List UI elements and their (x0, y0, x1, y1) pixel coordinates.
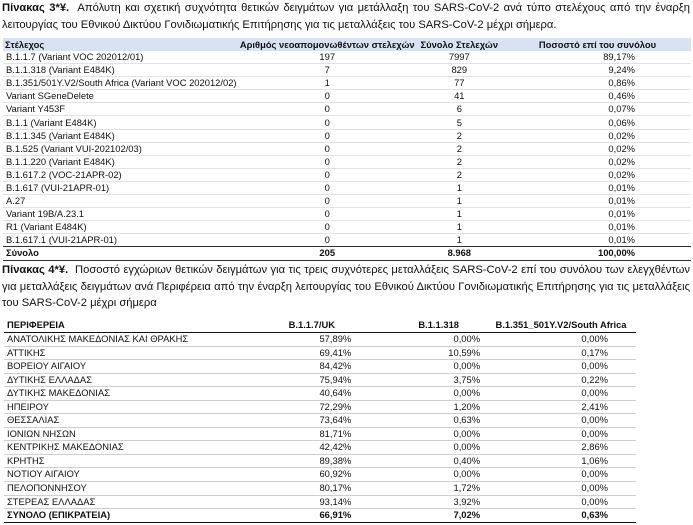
total-strains-cell: 5 (415, 116, 504, 129)
b1351-cell: 0,00% (486, 427, 636, 441)
b1351-cell: 0,00% (486, 387, 636, 401)
percentage-cell: 0,02% (504, 168, 691, 181)
b11318-cell: 0,63% (357, 414, 486, 428)
table4-caption (2, 262, 690, 312)
b117-cell: 80,17% (236, 482, 357, 496)
percentage-cell: 89,17% (603, 51, 635, 63)
b1351-cell: 0,17% (486, 346, 636, 360)
table4-header-row (4, 318, 636, 333)
table-row (4, 400, 636, 414)
total-strains-cell: 2 (415, 168, 504, 181)
region-cell: ΣΤΕΡΕΑΣ ΕΛΛΑΔΑΣ (4, 495, 236, 509)
new-isolates-cell: 0 (240, 90, 415, 103)
table3-header-new-isolates: Αριθμός νεοαπομονωθέντων στελεχών (239, 38, 415, 50)
region-cell: ΠΕΛΟΠΟΝΝΗΣΟΥ (4, 482, 236, 496)
total-strains-cell: 41 (415, 90, 504, 103)
b11318-cell: 3,75% (357, 373, 486, 387)
b1351-cell: 0,22% (486, 373, 636, 387)
region-cell: ΔΥΤΙΚΗΣ ΜΑΚΕΔΟΝΙΑΣ (4, 387, 236, 401)
table-row (3, 64, 691, 77)
strain-cell: R1 (Variant E484K) (3, 221, 240, 234)
strain-cell: Variant Y453F (3, 103, 240, 116)
strain-cell: B.1.1.345 (Variant E484K) (3, 129, 240, 142)
table4-body (4, 333, 636, 509)
table-row (3, 51, 691, 64)
b117-cell: 84,42% (236, 360, 357, 374)
total-strains-cell: 1 (415, 181, 504, 194)
b1351-cell: 1,06% (486, 454, 636, 468)
percentage-cell: 0,01% (504, 208, 691, 221)
percentage-cell: 0,01% (504, 234, 691, 247)
table-row (4, 360, 636, 374)
table-row (4, 373, 636, 387)
table4-total-row (4, 509, 636, 523)
percentage-cell: 0,06% (504, 116, 691, 129)
region-cell: ΘΕΣΣΑΛΙΑΣ (4, 414, 236, 428)
table-row (4, 346, 636, 360)
table-row (4, 333, 636, 347)
table-row (3, 195, 691, 208)
table4-header-region: ΠΕΡΙΦΕΡΕΙΑ (4, 318, 236, 333)
b117-cell: 72,29% (236, 400, 357, 414)
b11318-cell: 0,00% (357, 333, 486, 347)
table-row (3, 221, 691, 234)
percentage-cell: 0,46% (504, 90, 691, 103)
table3-caption-text: Απόλυτη και σχετική συχνότητα θετικών δειγμάτων για μετάλλαξη του SARS-CoV-2 ανά τύπο στελέχους από την έναρξη λειτουργίας του Εθνικού Δικτύου Γονιδιωματικής Επιτήρησης για τις μεταλλάξεις του SARS-CoV-2 μέχρι σήμερα. (2, 2, 690, 31)
table-row (3, 181, 691, 194)
b11318-cell: 1,72% (357, 482, 486, 496)
b11318-cell: 0,00% (357, 360, 486, 374)
b1351-cell: 0,00% (486, 414, 636, 428)
percentage-cell: 0,02% (504, 155, 691, 168)
b117-cell: 73,64% (236, 414, 357, 428)
percentage-cell: 9,24% (504, 64, 691, 77)
table-row (3, 155, 691, 168)
region-cell: ΚΕΝΤΡΙΚΗΣ ΜΑΚΕΔΟΝΙΑΣ (4, 441, 236, 455)
b11318-cell: 0,00% (357, 441, 486, 455)
b1351-cell: 0,00% (486, 468, 636, 482)
region-cell: ΑΤΤΙΚΗΣ (4, 346, 236, 360)
table4-caption-label: Πίνακας 4*¥. (2, 264, 69, 276)
region-variant-table (4, 318, 636, 523)
b1351-cell: 0,00% (486, 482, 636, 496)
b11318-cell: 0,40% (357, 454, 486, 468)
table3-body (3, 51, 691, 247)
new-isolates-cell: 0 (240, 129, 415, 142)
b117-cell: 81,71% (236, 427, 357, 441)
b11318-cell: 10,59% (357, 346, 486, 360)
table-row (4, 427, 636, 441)
total-strains-cell: 6 (415, 103, 504, 116)
table3-caption (2, 0, 690, 33)
region-cell: ΗΠΕΙΡΟΥ (4, 400, 236, 414)
b117-cell: 57,89% (236, 333, 357, 347)
b1351-cell: 2,41% (486, 400, 636, 414)
percentage-cell: 0,01% (504, 221, 691, 234)
b117-cell: 89,38% (236, 454, 357, 468)
table4-total-b117: 66,91% (236, 509, 357, 523)
total-strains-cell: 2 (415, 129, 504, 142)
region-cell: ΑΝΑΤΟΛΙΚΗΣ ΜΑΚΕΔΟΝΙΑΣ ΚΑΙ ΘΡΑΚΗΣ (4, 333, 236, 347)
b11318-cell: 0,00% (357, 427, 486, 441)
percentage-cell: 0,86% (504, 77, 691, 90)
total-strains-cell: 1 (415, 208, 504, 221)
region-cell: ΔΥΤΙΚΗΣ ΕΛΛΑΔΑΣ (4, 373, 236, 387)
percentage-cell: 0,02% (504, 129, 691, 142)
strain-cell: B.1.617.2 (VOC-21APR-02) (3, 168, 240, 181)
new-isolates-cell: 1 (240, 77, 415, 90)
strain-cell: B.1.1.220 (Variant E484K) (3, 155, 240, 168)
strain-cell: Variant 19B/A.23.1 (3, 208, 240, 221)
b11318-cell: 0,00% (357, 468, 486, 482)
new-isolates-cell: 0 (240, 208, 415, 221)
table-row (3, 129, 691, 142)
strain-cell: B.1.617.1 (VUI-21APR-01) (3, 234, 240, 247)
table4-header-b117: B.1.1.7/UK (236, 318, 357, 333)
b117-cell: 69,41% (236, 346, 357, 360)
table4-header-b1351: B.1.351_501Y.V2/South Africa (486, 318, 636, 333)
total-strains-cell: 2 (415, 142, 504, 155)
table-row (3, 77, 691, 90)
table-row (4, 482, 636, 496)
percentage-cell: 0,01% (504, 195, 691, 208)
region-cell: ΙΟΝΙΩΝ ΝΗΣΩΝ (4, 427, 236, 441)
total-strains-cell: 1 (415, 234, 504, 247)
strain-cell: B.1.351/501Y.V2/South Africa (Variant VOC 202012/02) (3, 77, 240, 90)
table3-header-strain: Στέλεχος (5, 38, 45, 50)
table-row (3, 142, 691, 155)
region-cell: ΚΡΗΤΗΣ (4, 454, 236, 468)
table3-header-percentage: Ποσοστό επί του συνόλου (538, 38, 657, 50)
region-cell: ΒΟΡΕΙΟΥ ΑΙΓΑΙΟΥ (4, 360, 236, 374)
total-strains-cell: 77 (415, 77, 504, 90)
b117-cell: 93,14% (236, 495, 357, 509)
region-cell: ΝΟΤΙΟΥ ΑΙΓΑΙΟΥ (4, 468, 236, 482)
new-isolates-cell: 7 (240, 64, 415, 77)
new-isolates-cell: 0 (240, 221, 415, 234)
strain-cell: B.1.1 (Variant E484K) (3, 116, 240, 129)
percentage-cell: 0,02% (504, 142, 691, 155)
table-row (4, 441, 636, 455)
b117-cell: 75,94% (236, 373, 357, 387)
b117-cell: 40,64% (236, 387, 357, 401)
b11318-cell: 1,20% (357, 400, 486, 414)
b1351-cell: 0,00% (486, 495, 636, 509)
strain-cell: Variant SGeneDelete (3, 90, 240, 103)
new-isolates-cell: 0 (240, 181, 415, 194)
table3-header-row (3, 38, 691, 51)
table3-caption-label: Πίνακας 3*¥. (2, 2, 70, 14)
table4-header-b11318: B.1.1.318 (357, 318, 486, 333)
b1351-cell: 0,00% (486, 360, 636, 374)
table4-total-b11318: 7,02% (357, 509, 486, 523)
total-strains-cell: 2 (415, 155, 504, 168)
table-row (3, 234, 691, 247)
table-row (4, 468, 636, 482)
strain-cell: B.1.1.7 (Variant VOC 202012/01) (6, 51, 144, 63)
table3-total-strains: 8.968 (415, 247, 504, 260)
total-strains-cell: 1 (415, 195, 504, 208)
strain-cell: B.1.1.318 (Variant E484K) (3, 64, 240, 77)
total-strains-cell: 7997 (448, 51, 470, 63)
new-isolates-cell: 0 (240, 234, 415, 247)
new-isolates-cell: 0 (240, 155, 415, 168)
table-row (3, 90, 691, 103)
table-row (4, 414, 636, 428)
new-isolates-cell: 197 (319, 51, 336, 63)
total-strains-cell: 1 (415, 221, 504, 234)
percentage-cell: 0,01% (504, 181, 691, 194)
table-row (3, 208, 691, 221)
table4-caption-text: Ποσοστό εγχώριων θετικών δειγμάτων για τις τρεις συχνότερες μεταλλάξεις SARS-CoV-2 επί του συνόλου των ελεγχθέντων για μεταλλάξεις δειγμάτων ανά Περιφέρεια από την έναρξη λειτουργίας του Εθνικού Δικτύου Γονιδιωματικής Επιτήρησης για τις μεταλλάξεις του SARS-CoV-2 μέχρι σήμερα (2, 264, 690, 309)
table-row (3, 168, 691, 181)
b1351-cell: 2,86% (486, 441, 636, 455)
table4-total-label: ΣΥΝΟΛΟ (ΕΠΙΚΡΑΤΕΙΑ) (4, 509, 236, 523)
table3-total-new-isolates: 205 (240, 247, 415, 260)
percentage-cell: 0,07% (504, 103, 691, 116)
table3-header-total-strains: Σύνολο Στελεχών (420, 38, 499, 50)
table3-total-label: Σύνολο (3, 247, 240, 260)
new-isolates-cell: 0 (240, 195, 415, 208)
b117-cell: 60,92% (236, 468, 357, 482)
new-isolates-cell: 0 (240, 168, 415, 181)
new-isolates-cell: 0 (240, 142, 415, 155)
table-row (3, 116, 691, 129)
table4-total-b1351: 0,63% (486, 509, 636, 523)
total-strains-cell: 829 (415, 64, 504, 77)
table-row (4, 387, 636, 401)
b1351-cell: 0,00% (486, 333, 636, 347)
b117-cell: 42,42% (236, 441, 357, 455)
variant-strain-table (3, 38, 691, 261)
table-row (4, 495, 636, 509)
b11318-cell: 3,92% (357, 495, 486, 509)
table3-total-row (3, 247, 691, 260)
strain-cell: B.1.617 (VUI-21APR-01) (3, 181, 240, 194)
table3-total-percentage: 100,00% (504, 247, 691, 260)
strain-cell: A.27 (3, 195, 240, 208)
table-row (3, 103, 691, 116)
strain-cell: B.1.525 (Variant VUI-202102/03) (3, 142, 240, 155)
b11318-cell: 0,00% (357, 387, 486, 401)
new-isolates-cell: 0 (240, 103, 415, 116)
new-isolates-cell: 0 (240, 116, 415, 129)
table-row (4, 454, 636, 468)
